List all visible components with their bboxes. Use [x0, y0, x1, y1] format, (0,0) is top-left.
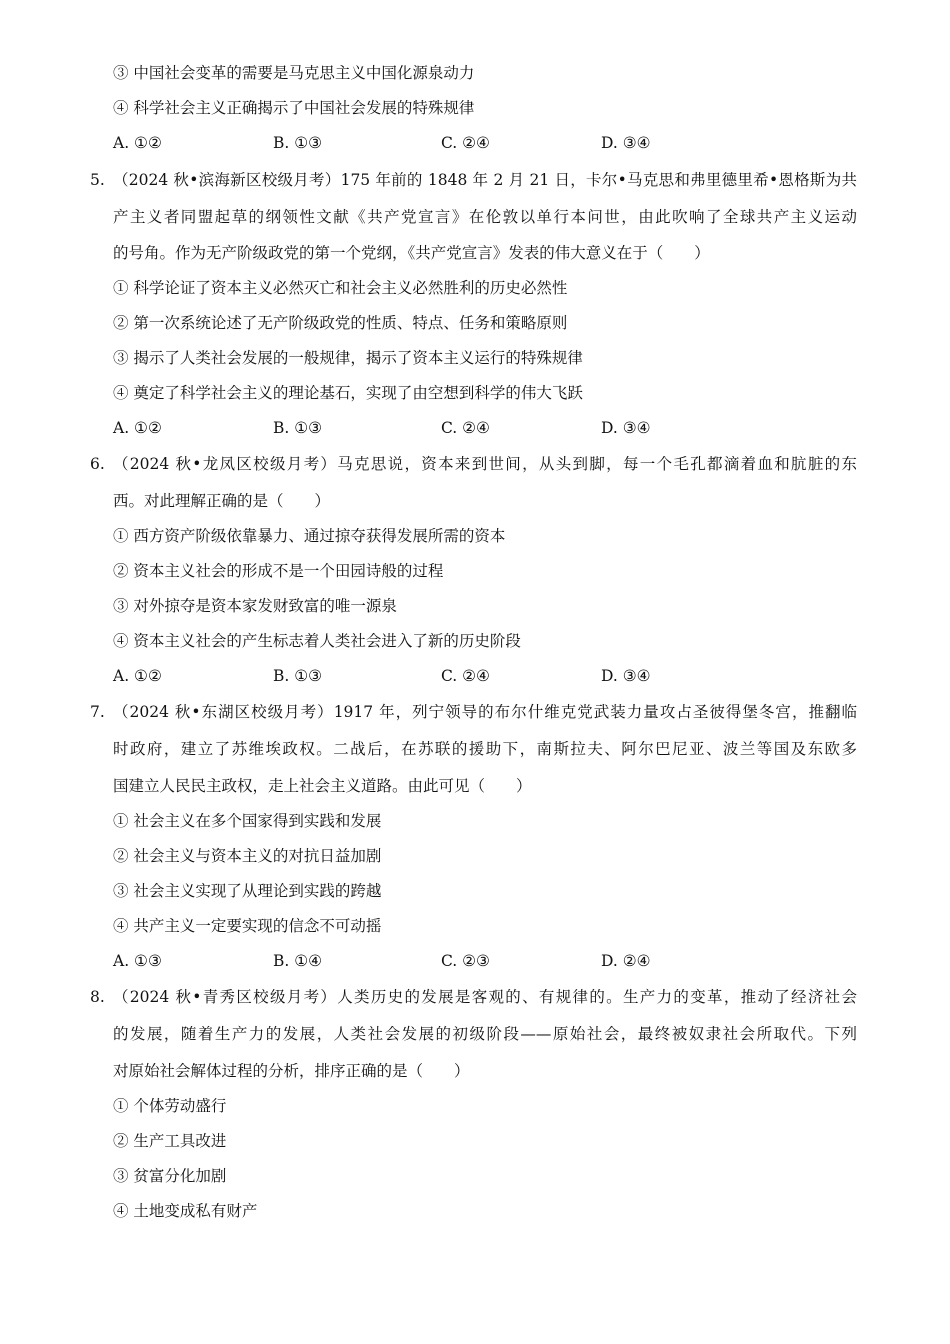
q6-statement-2: ② 资本主义社会的形成不是一个田园诗般的过程 — [113, 562, 444, 580]
q6-option-d: D. ③④ — [601, 667, 651, 685]
q5-statement-3: ③ 揭示了人类社会发展的一般规律，揭示了资本主义运行的特殊规律 — [113, 349, 583, 367]
q5-option-c: C. ②④ — [441, 419, 490, 437]
q6-statement-4: ④ 资本主义社会的产生标志着人类社会进入了新的历史阶段 — [113, 632, 521, 650]
q4-option-b: B. ①③ — [273, 134, 323, 152]
q4-option-c: C. ②④ — [441, 134, 490, 152]
q7-option-a: A. ①③ — [113, 952, 162, 970]
q8-statement-4: ④ 土地变成私有财产 — [113, 1202, 258, 1220]
q6-option-c: C. ②④ — [441, 667, 490, 685]
q7-option-c: C. ②③ — [441, 952, 490, 970]
q6-option-b: B. ①③ — [273, 667, 323, 685]
q7-statement-4: ④ 共产主义一定要实现的信念不可动摇 — [113, 917, 382, 935]
q7-option-b: B. ①④ — [273, 952, 323, 970]
q7-stem-line-3: 国建立人民民主政权，走上社会主义道路。由此可见（ ） — [113, 777, 532, 795]
q4-statement-3: ③ 中国社会变革的需要是马克思主义中国化源泉动力 — [113, 64, 475, 82]
q7-option-d: D. ②④ — [601, 952, 651, 970]
q6-option-a: A. ①② — [113, 667, 162, 685]
q5-statement-1: ① 科学论证了资本主义必然灭亡和社会主义必然胜利的历史必然性 — [113, 279, 568, 297]
q6-statement-3: ③ 对外掠夺是资本家发财致富的唯一源泉 — [113, 597, 397, 615]
q8-stem-line-2: 的发展，随着生产力的发展，人类社会发展的初级阶段——原始社会，最终被奴隶社会所取代。下列 — [113, 1025, 857, 1043]
q8-statement-3: ③ 贫富分化加剧 — [113, 1167, 227, 1185]
q5-statement-4: ④ 奠定了科学社会主义的理论基石，实现了由空想到科学的伟大飞跃 — [113, 384, 583, 402]
q5-statement-2: ② 第一次系统论述了无产阶级政党的性质、特点、任务和策略原则 — [113, 314, 568, 332]
q5-option-b: B. ①③ — [273, 419, 323, 437]
q5-stem-line-2: 产主义者同盟起草的纲领性文献《共产党宣言》在伦敦以单行本问世，由此吹响了全球共产主义运动 — [113, 208, 857, 226]
q4-option-d: D. ③④ — [601, 134, 651, 152]
q6-stem-line-2: 西。对此理解正确的是（ ） — [113, 492, 331, 510]
q7-statement-3: ③ 社会主义实现了从理论到实践的跨越 — [113, 882, 382, 900]
q6-stem-line-1: （2024 秋•龙凤区校级月考）马克思说，资本来到世间，从头到脚，每一个毛孔都滴着血和肮脏的东 — [113, 455, 857, 473]
q8-number: 8. — [90, 988, 105, 1006]
q7-number: 7. — [90, 703, 105, 721]
q4-option-a: A. ①② — [113, 134, 162, 152]
q5-option-a: A. ①② — [113, 419, 162, 437]
q6-number: 6. — [90, 455, 105, 473]
q7-statement-2: ② 社会主义与资本主义的对抗日益加剧 — [113, 847, 382, 865]
q7-stem-line-2: 时政府，建立了苏维埃政权。二战后，在苏联的援助下，南斯拉夫、阿尔巴尼亚、波兰等国及东欧多 — [113, 740, 857, 758]
q8-stem-line-3: 对原始社会解体过程的分析，排序正确的是（ ） — [113, 1062, 470, 1080]
q4-statement-4: ④ 科学社会主义正确揭示了中国社会发展的特殊规律 — [113, 99, 475, 117]
q5-stem-line-3: 的号角。作为无产阶级政党的第一个党纲，《共产党宣言》发表的伟大意义在于（ ） — [113, 244, 710, 262]
q7-statement-1: ① 社会主义在多个国家得到实践和发展 — [113, 812, 382, 830]
q6-statement-1: ① 西方资产阶级依靠暴力、通过掠夺获得发展所需的资本 — [113, 527, 506, 545]
q5-stem-line-1: （2024 秋•滨海新区校级月考）175 年前的 1848 年 2 月 21 日，卡尔•马克思和弗里德里希•恩格斯为共 — [113, 171, 857, 189]
q5-number: 5. — [90, 171, 105, 189]
q5-option-d: D. ③④ — [601, 419, 651, 437]
q8-stem-line-1: （2024 秋•青秀区校级月考）人类历史的发展是客观的、有规律的。生产力的变革，推动了经济社会 — [113, 988, 857, 1006]
q7-stem-line-1: （2024 秋•东湖区校级月考）1917 年，列宁领导的布尔什维克党武装力量攻占圣彼得堡冬宫，推翻临 — [113, 703, 857, 721]
q8-statement-2: ② 生产工具改进 — [113, 1132, 227, 1150]
q8-statement-1: ① 个体劳动盛行 — [113, 1097, 227, 1115]
